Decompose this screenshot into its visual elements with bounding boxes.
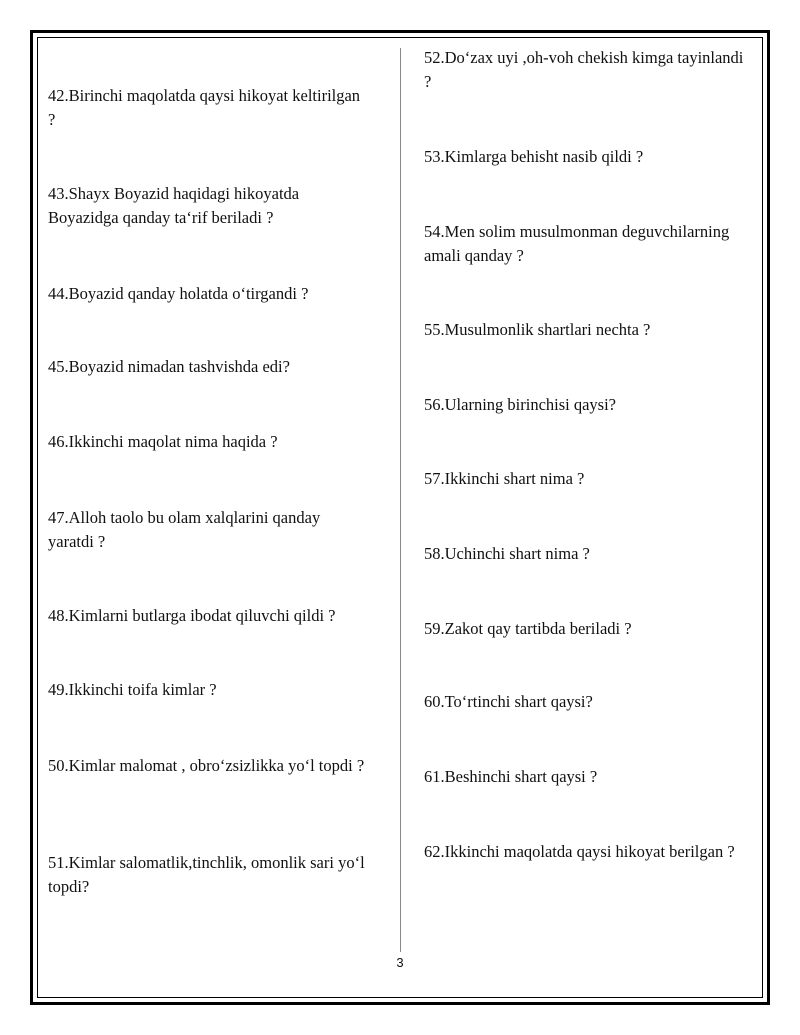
question-45: 45.Boyazid nimadan tashvishda edi? xyxy=(48,357,290,376)
question-50: 50.Kimlar malomat , obro‘zsizlikka yo‘l topdi ? xyxy=(48,756,365,775)
question-58: 58.Uchinchi shart nima ? xyxy=(424,544,590,563)
question-49: 49.Ikkinchi toifa kimlar ? xyxy=(48,680,217,699)
question-48: 48.Kimlarni butlarga ibodat qiluvchi qildi ? xyxy=(48,606,336,625)
question-55: 55.Musulmonlik shartlari nechta ? xyxy=(424,320,651,339)
question-57: 57.Ikkinchi shart nima ? xyxy=(424,469,585,488)
question-47: 47.Alloh taolo bu olam xalqlarini qanday yaratdi ? xyxy=(48,508,321,551)
question-43: 43.Shayx Boyazid haqidagi hikoyatda Boyazidga qanday ta‘rif beriladi ? xyxy=(48,184,300,227)
question-46: 46.Ikkinchi maqolat nima haqida ? xyxy=(48,432,278,451)
question-60: 60.To‘rtinchi shart qaysi? xyxy=(424,692,593,711)
question-52: 52.Do‘zax uyi ,oh-voh chekish kimga tayinlandi ? xyxy=(424,48,744,91)
question-56: 56.Ularning birinchisi qaysi? xyxy=(424,395,617,414)
question-62: 62.Ikkinchi maqolatda qaysi hikoyat berilgan ? xyxy=(424,842,735,861)
question-51: 51.Kimlar salomatlik,tinchlik, omonlik sari yo‘l topdi? xyxy=(48,853,365,896)
column-divider xyxy=(400,48,401,952)
question-54: 54.Men solim musulmonman deguvchilarning amali qanday ? xyxy=(424,222,730,265)
question-44: 44.Boyazid qanday holatda o‘tirgandi ? xyxy=(48,284,309,303)
page-number: 3 xyxy=(396,955,404,970)
question-59: 59.Zakot qay tartibda beriladi ? xyxy=(424,619,632,638)
question-53: 53.Kimlarga behisht nasib qildi ? xyxy=(424,147,644,166)
question-42: 42.Birinchi maqolatda qaysi hikoyat keltirilgan ? xyxy=(48,86,361,129)
question-61: 61.Beshinchi shart qaysi ? xyxy=(424,767,598,786)
